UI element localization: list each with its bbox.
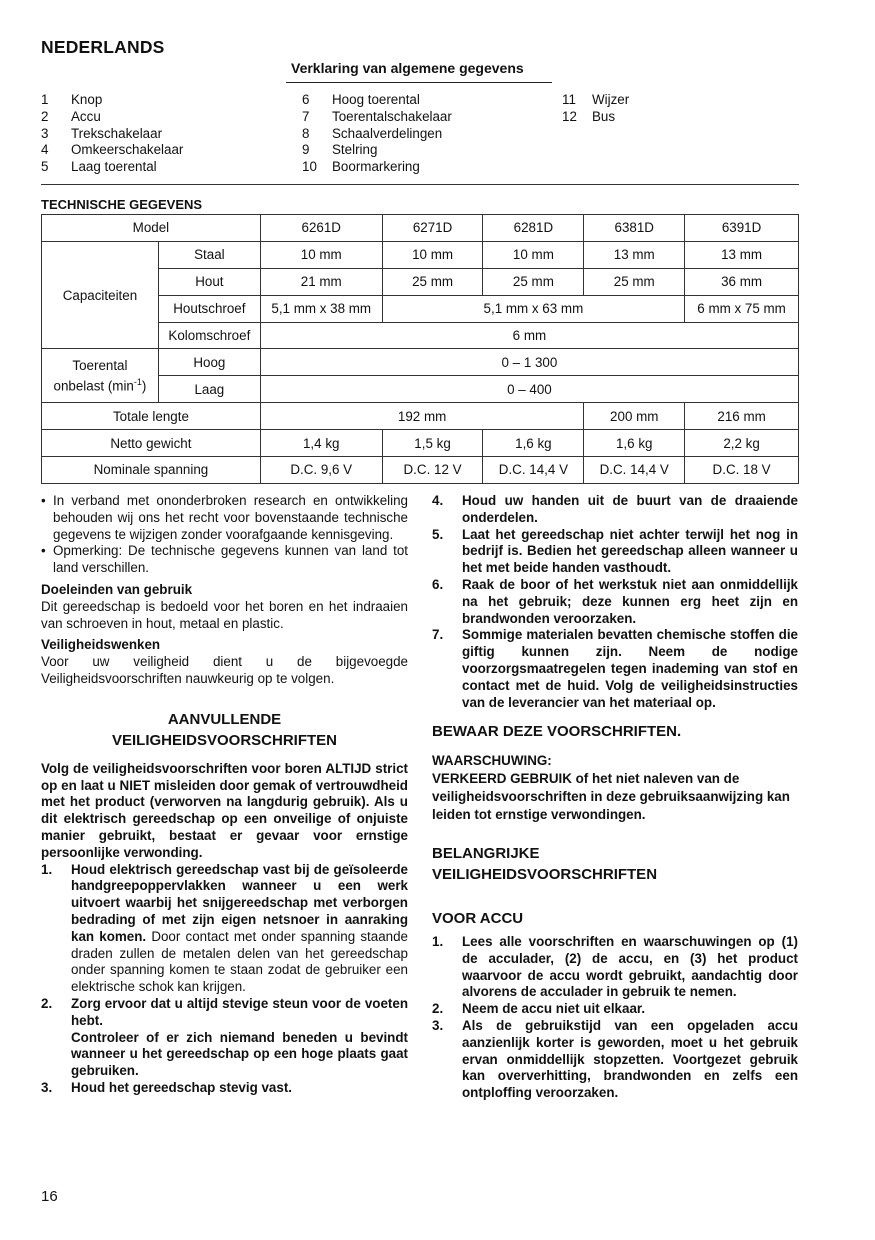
table-cell: 192 mm: [260, 403, 583, 430]
table-cell: D.C. 14,4 V: [584, 457, 685, 484]
section-divider: [41, 184, 799, 185]
list-item: 1. Lees alle voorschriften en waarschuwingen op (1) de acculader, (2) de accu, en (3) het product waarvoor de accu wordt gebruikt, aandachtig door alvorens de acculader in gebruik te nemen.: [432, 934, 798, 1000]
model-label: Model: [42, 215, 261, 242]
additional-safety-heading: AANVULLENDE VEILIGHEIDSVOORSCHRIFTEN: [111, 710, 338, 750]
safety-tips-heading: Veiligheidswenken: [41, 637, 161, 653]
table-cell: 10 mm: [382, 241, 483, 268]
keep-instructions-heading: BEWAAR DEZE VOORSCHRIFTEN.: [432, 723, 682, 741]
legend-column-1: [41, 92, 183, 176]
table-cell: Totale lengte: [42, 403, 261, 430]
legend-column-3: [562, 92, 629, 126]
table-cell: Hoog: [158, 349, 260, 376]
legend-item: 3 Trekschakelaar: [41, 125, 163, 141]
table-cell: 5,1 mm x 63 mm: [382, 295, 685, 322]
warning-heading: WAARSCHUWING:: [432, 752, 552, 768]
table-cell: 200 mm: [584, 403, 685, 430]
table-cell: 6271D: [382, 215, 483, 242]
legend-item: 8 Schaalverdelingen: [302, 125, 443, 141]
page-number: 16: [41, 1188, 58, 1205]
legend-item: 2 Accu: [41, 108, 101, 124]
list-item: 4. Houd uw handen uit de buurt van de draaiende onderdelen.: [432, 493, 798, 525]
table-cell: 6 mm x 75 mm: [685, 295, 799, 322]
legend-item: 9 Stelring: [302, 142, 378, 158]
table-cell: 13 mm: [584, 241, 685, 268]
table-cell: 2,2 kg: [685, 430, 799, 457]
table-cell: Houtschroef: [158, 295, 260, 322]
table-cell: 10 mm: [483, 241, 584, 268]
list-item: 6. Raak de boor of het werkstuk niet aan onmiddellijk na het gebruik; deze kunnen erg heet zijn en brandwonden veroorzaken.: [432, 576, 798, 626]
capacities-label: Capaciteiten: [42, 241, 159, 349]
table-row: [42, 215, 799, 242]
legend-item: 5 Laag toerental: [41, 159, 157, 175]
table-cell: 25 mm: [382, 268, 483, 295]
list-item: 1. Houd elektrisch gereedschap vast bij de geïsoleerde handgreepoppervlakken wanneer u een werk uitvoert waarbij het snijgereedschap met verborgen bedrading of met zijn eigen netsnoer in aanraking kan komen. Door contact met onder spanning staande draden zullen de metalen delen van het gereedschap onder spanning komen te staan zodat de gebruiker een elektrische schok kan krijgen.: [41, 861, 408, 995]
table-cell: 216 mm: [685, 403, 799, 430]
legend-item: 12 Bus: [562, 108, 616, 124]
right-column: [432, 493, 798, 1102]
table-row: [42, 430, 799, 457]
table-cell: 1,6 kg: [584, 430, 685, 457]
table-cell: 36 mm: [685, 268, 799, 295]
list-item: 7. Sommige materialen bevatten chemische stoffen die giftig kunnen zijn. Neem de nodige voorzorgsmaatregelen tegen inademing van stof en contact met de huid. Volg de veiligheidsinstructies van de leverancier van het materiaal op.: [432, 627, 798, 710]
warning-text: VERKEERD GEBRUIK of het niet naleven van de veiligheidsvoorschriften in deze gebruiksaanwijzing kan leiden tot ernstige verwondingen.: [432, 770, 790, 823]
safety-intro: Volg de veiligheidsvoorschriften voor boren ALTIJD strict op en laat u NIET misleiden door gemak of vertrouwdheid met het product (verworven na langdurig gebruik). Als u dit elektrisch gereedschap op een onveilige of onjuiste manier gebruikt, bestaat er gevaar voor ernstige persoonlijke verwonding.: [41, 760, 408, 860]
list-item: • Opmerking: De technische gegevens kunnen van land tot land verschillen.: [41, 543, 408, 576]
table-cell: 0 – 400: [260, 376, 798, 403]
legend-item: 1 Knop: [41, 92, 103, 107]
list-item: 3. Houd het gereedschap stevig vast.: [41, 1079, 293, 1095]
table-cell: D.C. 18 V: [685, 457, 799, 484]
legend-item: 11 Wijzer: [562, 92, 630, 107]
table-cell: 21 mm: [260, 268, 382, 295]
safety-tips-text: Voor uw veiligheid dient u de bijgevoegde Veiligheidsvoorschriften nauwkeurig op te volgen.: [41, 654, 408, 686]
table-cell: 10 mm: [260, 241, 382, 268]
table-cell: D.C. 14,4 V: [483, 457, 584, 484]
toerental-label: Toerental onbelast $(\min^{-1})$: [42, 349, 159, 403]
table-cell: 6 mm: [260, 322, 798, 349]
table-cell: Hout: [158, 268, 260, 295]
legend-column-2: [302, 92, 452, 176]
list-item: 5. Laat het gereedschap niet achter terwijl het nog in bedrijf is. Bedien het gereedschap alleen wanneer u het met beide handen vasthoudt.: [432, 526, 798, 576]
list-item: 2. Neem de accu niet uit elkaar.: [432, 1001, 646, 1017]
table-cell: D.C. 12 V: [382, 457, 483, 484]
table-cell: 1,4 kg: [260, 430, 382, 457]
list-item: 3. Als de gebruikstijd van een opgeladen accu aanzienlijk korter is geworden, moet u het gebruik ervan onmiddellijk stopzetten. Voortgezet gebruik kan oververhitting, brandwonden en zelfs een ontploffing veroorzaken.: [432, 1018, 798, 1101]
table-cell: Laag: [158, 376, 260, 403]
usage-text: Dit gereedschap is bedoeld voor het boren en het indraaien van schroeven in hout, metaal en plastic.: [41, 598, 408, 631]
table-cell: Kolomschroef: [158, 322, 260, 349]
battery-heading: VOOR ACCU: [432, 909, 524, 927]
tech-specs-title: TECHNISCHE GEGEVENS: [41, 197, 203, 212]
table-cell: 5,1 mm x 38 mm: [260, 295, 382, 322]
table-cell: 6381D: [584, 215, 685, 242]
spec-heading: Verklaring van algemene gegevens: [291, 60, 524, 76]
table-cell: D.C. 9,6 V: [260, 457, 382, 484]
usage-heading: Doeleinden van gebruik: [41, 581, 193, 597]
list-item: • In verband met ononderbroken research en ontwikkeling behouden wij ons het recht voor bovenstaande technische gegevens te wijzigen zonder voorafgaande kennisgeving.: [41, 493, 408, 542]
table-row: [42, 241, 799, 268]
legend-item: 6 Hoog toerental: [302, 92, 420, 107]
spec-heading-underline: [286, 82, 552, 83]
tech-specs-table: [41, 214, 799, 484]
language-title: NEDERLANDS: [41, 37, 165, 57]
table-cell: 25 mm: [584, 268, 685, 295]
table-row: [42, 457, 799, 484]
table-cell: 25 mm: [483, 268, 584, 295]
legend-item: 10 Boormarkering: [302, 159, 420, 175]
table-cell: 1,5 kg: [382, 430, 483, 457]
table-cell: Netto gewicht: [42, 430, 261, 457]
table-row: [42, 349, 799, 376]
table-cell: 6261D: [260, 215, 382, 242]
table-cell: Staal: [158, 241, 260, 268]
table-row: [42, 403, 799, 430]
legend-item: 7 Toerentalschakelaar: [302, 108, 452, 124]
table-cell: 6391D: [685, 215, 799, 242]
table-cell: Nominale spanning: [42, 457, 261, 484]
legend-item: 4 Omkeerschakelaar: [41, 142, 184, 158]
table-cell: 0 – 1 300: [260, 349, 798, 376]
left-column: [41, 493, 408, 1097]
table-cell: 6281D: [483, 215, 584, 242]
table-cell: 1,6 kg: [483, 430, 584, 457]
table-cell: 13 mm: [685, 241, 799, 268]
list-item: 2. Zorg ervoor dat u altijd stevige steun voor de voeten hebt. Controleer of er zich niemand beneden u bevindt wanneer u het gereedschap op een hoge plaats gaat gebruiken.: [41, 995, 408, 1079]
important-safety-heading: BELANGRIJKE VEILIGHEIDSVOORSCHRIFTEN: [432, 844, 658, 884]
